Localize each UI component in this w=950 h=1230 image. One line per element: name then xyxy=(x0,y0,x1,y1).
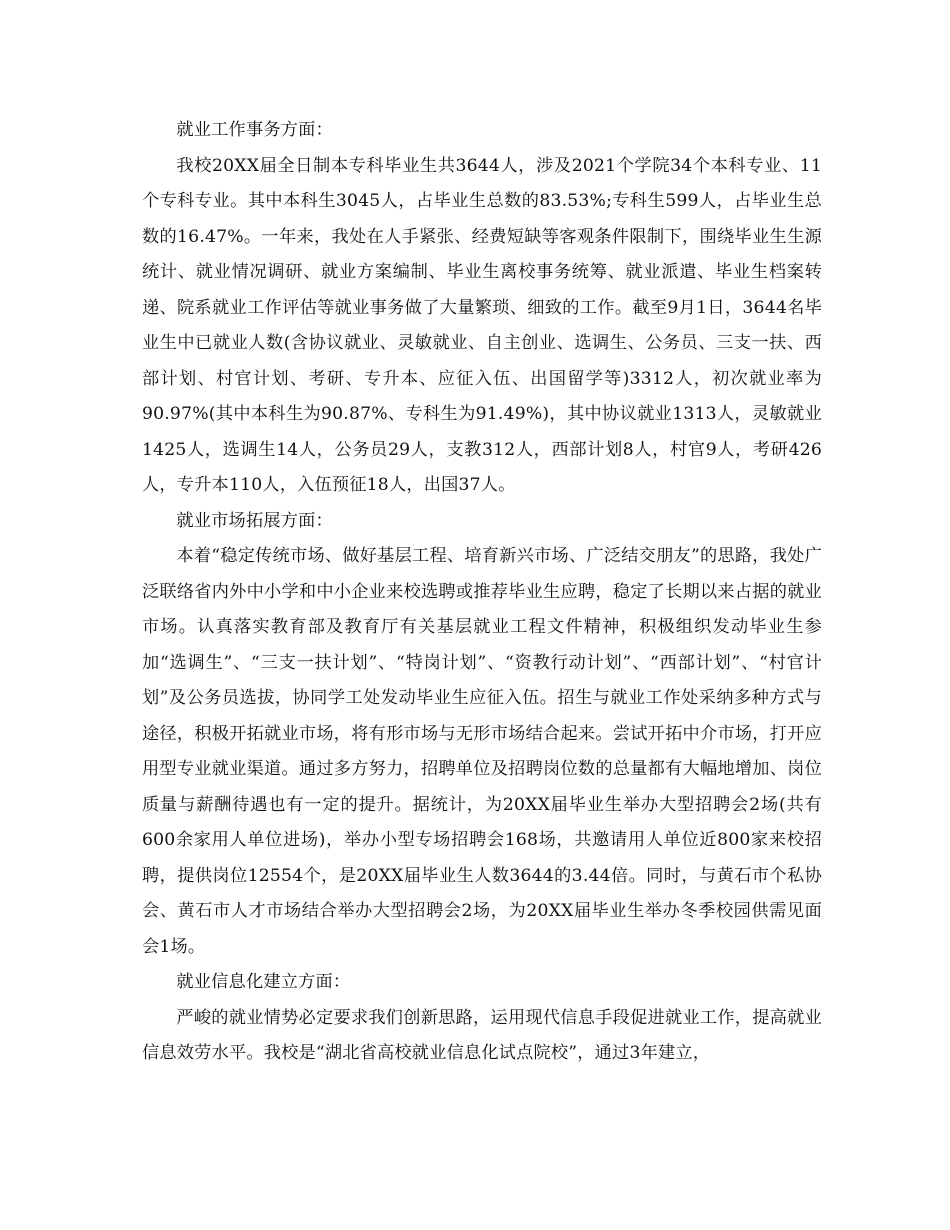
paragraph-employment-affairs: 我校20XX届全日制本专科毕业生共3644人，涉及2021个学院34个本科专业、11个专科专业。其中本科生3045人，占毕业生总数的83.53%;专科生599人，占毕业生总数的16.47%。一年来，我处在人手紧张、经费短缺等客观条件限制下，围绕毕业生生源统计、就业情况调研、就业方案编制、毕业生离校事务统筹、就业派遣、毕业生档案转递、院系就业工作评估等就业事务做了大量繁琐、细致的工作。截至9月1日，3644名毕业生中已就业人数(含协议就业、灵敏就业、自主创业、选调生、公务员、三支一扶、西部计划、村官计划、考研、专升本、应征入伍、出国留学等)3312人，初次就业率为90.97%(其中本科生为90.87%、专科生为91.49%)，其中协议就业1313人，灵敏就业1425人，选调生14人，公务员29人，支教312人，西部计划8人，村官9人，考研426人，专升本110人，入伍预征18人，出国37人。 xyxy=(142,155,822,495)
paragraph-market-expansion: 本着“稳定传统市场、做好基层工程、培育新兴市场、广泛结交朋友”的思路，我处广泛联络省内外中小学和中小企业来校选聘或推荐毕业生应聘，稳定了长期以来占据的就业市场。认真落实教育部及教育厅有关基层就业工程文件精神，积极组织发动毕业生参加“选调生”、“三支一扶计划”、“特岗计划”、“资教行动计划”、“西部计划”、“村官计划”及公务员选拔，协同学工处发动毕业生应征入伍。招生与就业工作处采纳多种方式与途径，积极开拓就业市场，将有形市场与无形市场结合起来。尝试开拓中介市场，打开应用型专业就业渠道。通过多方努力，招聘单位及招聘岗位数的总量都有大幅地增加、岗位质量与薪酬待遇也有一定的提升。据统计，为20XX届毕业生举办大型招聘会2场(共有600余家用人单位进场)，举办小型专场招聘会168场，共邀请用人单位近800家来校招聘，提供岗位12554个，是20XX届毕业生人数3644的3.44倍。同时，与黄石市个私协会、黄石市人才市场结合举办大型招聘会2场，为20XX届毕业生举办冬季校园供需见面会1场。 xyxy=(142,546,822,957)
paragraph-informatization: 严峻的就业情势必定要求我们创新思路，运用现代信息手段促进就业工作，提高就业信息效劳水平。我校是“湖北省高校就业信息化试点院校”，通过3年建立， xyxy=(142,1007,822,1063)
section-heading-informatization: 就业信息化建立方面： xyxy=(176,972,351,992)
section-heading-market-expansion: 就业市场拓展方面： xyxy=(176,510,333,531)
section-heading-employment-affairs: 就业工作事务方面： xyxy=(176,120,333,140)
document-body xyxy=(142,113,822,1072)
